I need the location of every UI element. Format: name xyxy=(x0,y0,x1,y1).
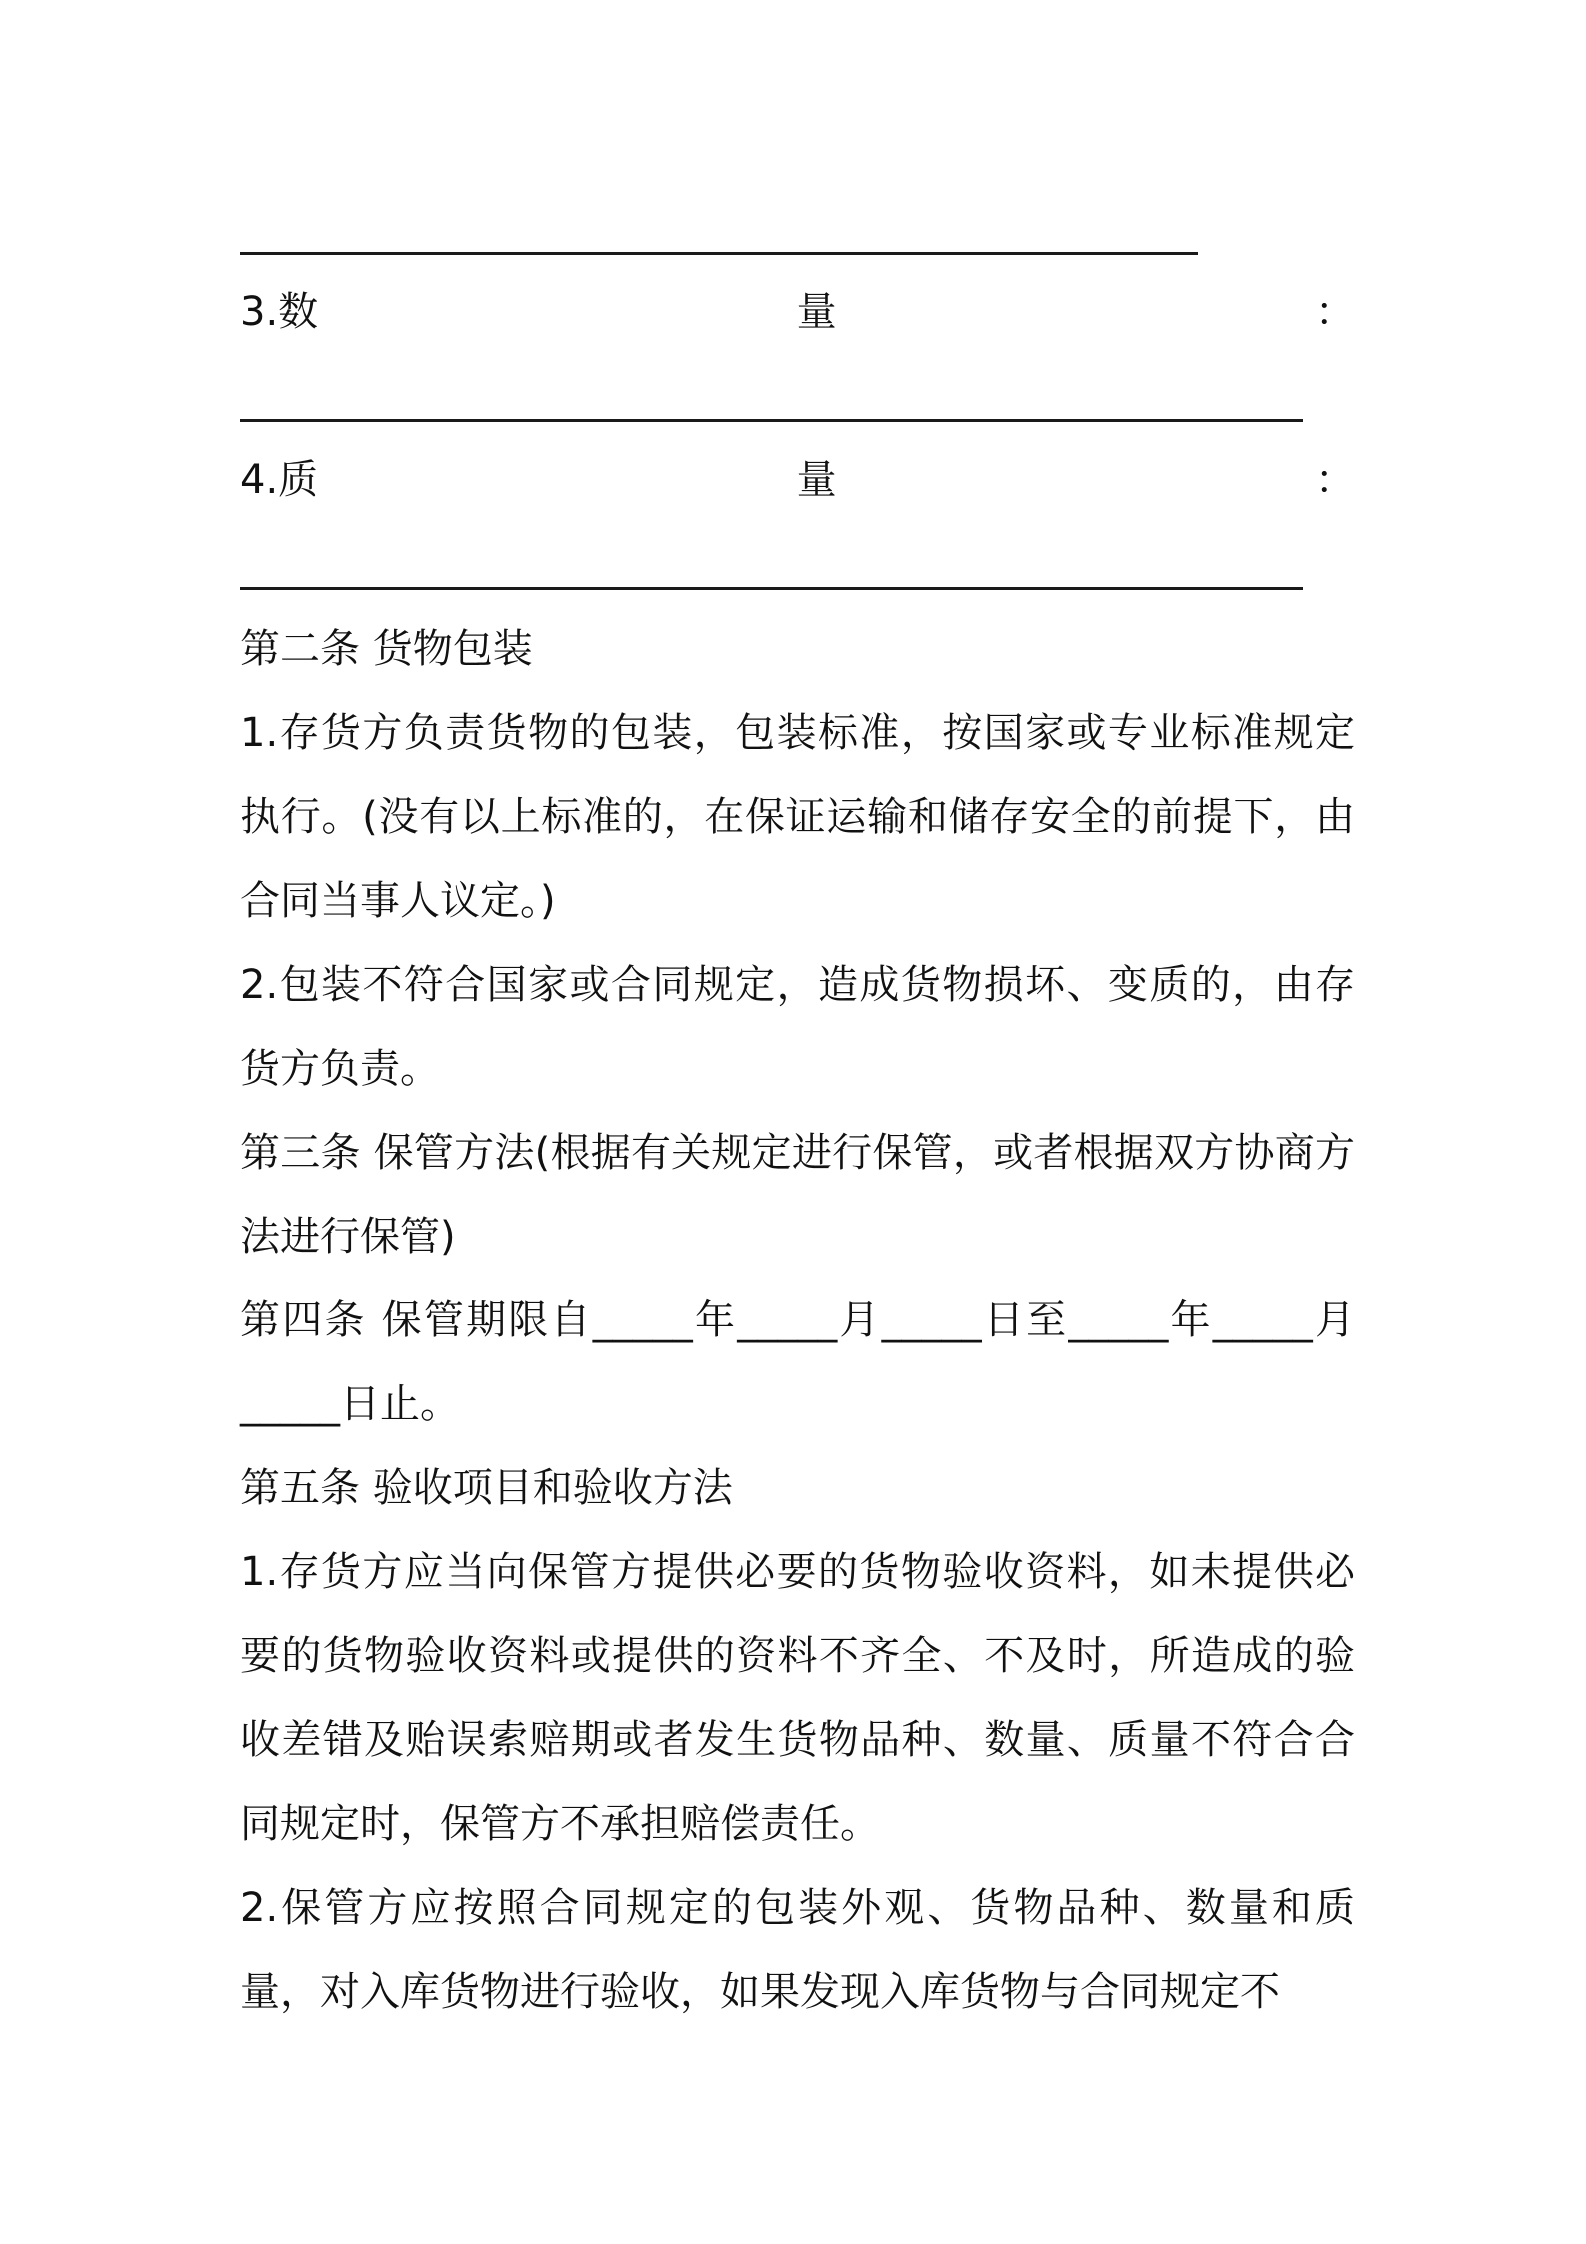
article-5-clause-2: 2.保管方应按照合同规定的包装外观、货物品种、数量和质量，对入库货物进行验收，如果发现入库货物与合同规定不 xyxy=(240,1885,1355,2015)
field-quantity xyxy=(240,284,1355,340)
article-5-clause-1: 1.存货方应当向保管方提供必要的货物验收资料，如未提供必要的货物验收资料或提供的资料不齐全、不及时，所造成的验收差错及贻误索赔期或者发生货物品种、数量、质量不符合合同规定时，保管方不承担赔偿责任。 xyxy=(240,1549,1355,1847)
fill-in-line-2 xyxy=(240,419,1303,422)
field-quality xyxy=(240,452,1355,508)
field-quantity-label-2: 量 xyxy=(796,289,837,335)
field-quality-label-2: 量 xyxy=(796,457,837,503)
article-2-title: 第二条 货物包装 xyxy=(240,626,533,672)
field-quantity-colon: ： xyxy=(1314,289,1355,335)
fill-in-line-3 xyxy=(240,587,1303,590)
field-quality-colon: ： xyxy=(1314,457,1355,503)
article-3: 第三条 保管方法(根据有关规定进行保管，或者根据双方协商方法进行保管) xyxy=(240,1130,1355,1260)
article-4: 第四条 保管期限自_____年_____月_____日至_____年_____月_____日止。 xyxy=(240,1297,1355,1427)
fill-in-line-1 xyxy=(240,252,1198,255)
field-quantity-label: 3.数 xyxy=(240,289,319,335)
field-quality-label: 4.质 xyxy=(240,457,319,503)
article-2-clause-1: 1.存货方负责货物的包装，包装标准，按国家或专业标准规定执行。(没有以上标准的，在保证运输和储存安全的前提下，由合同当事人议定。) xyxy=(240,710,1355,924)
article-5-title: 第五条 验收项目和验收方法 xyxy=(240,1465,733,1511)
article-2-clause-2: 2.包装不符合国家或合同规定，造成货物损坏、变质的，由存货方负责。 xyxy=(240,962,1355,1092)
